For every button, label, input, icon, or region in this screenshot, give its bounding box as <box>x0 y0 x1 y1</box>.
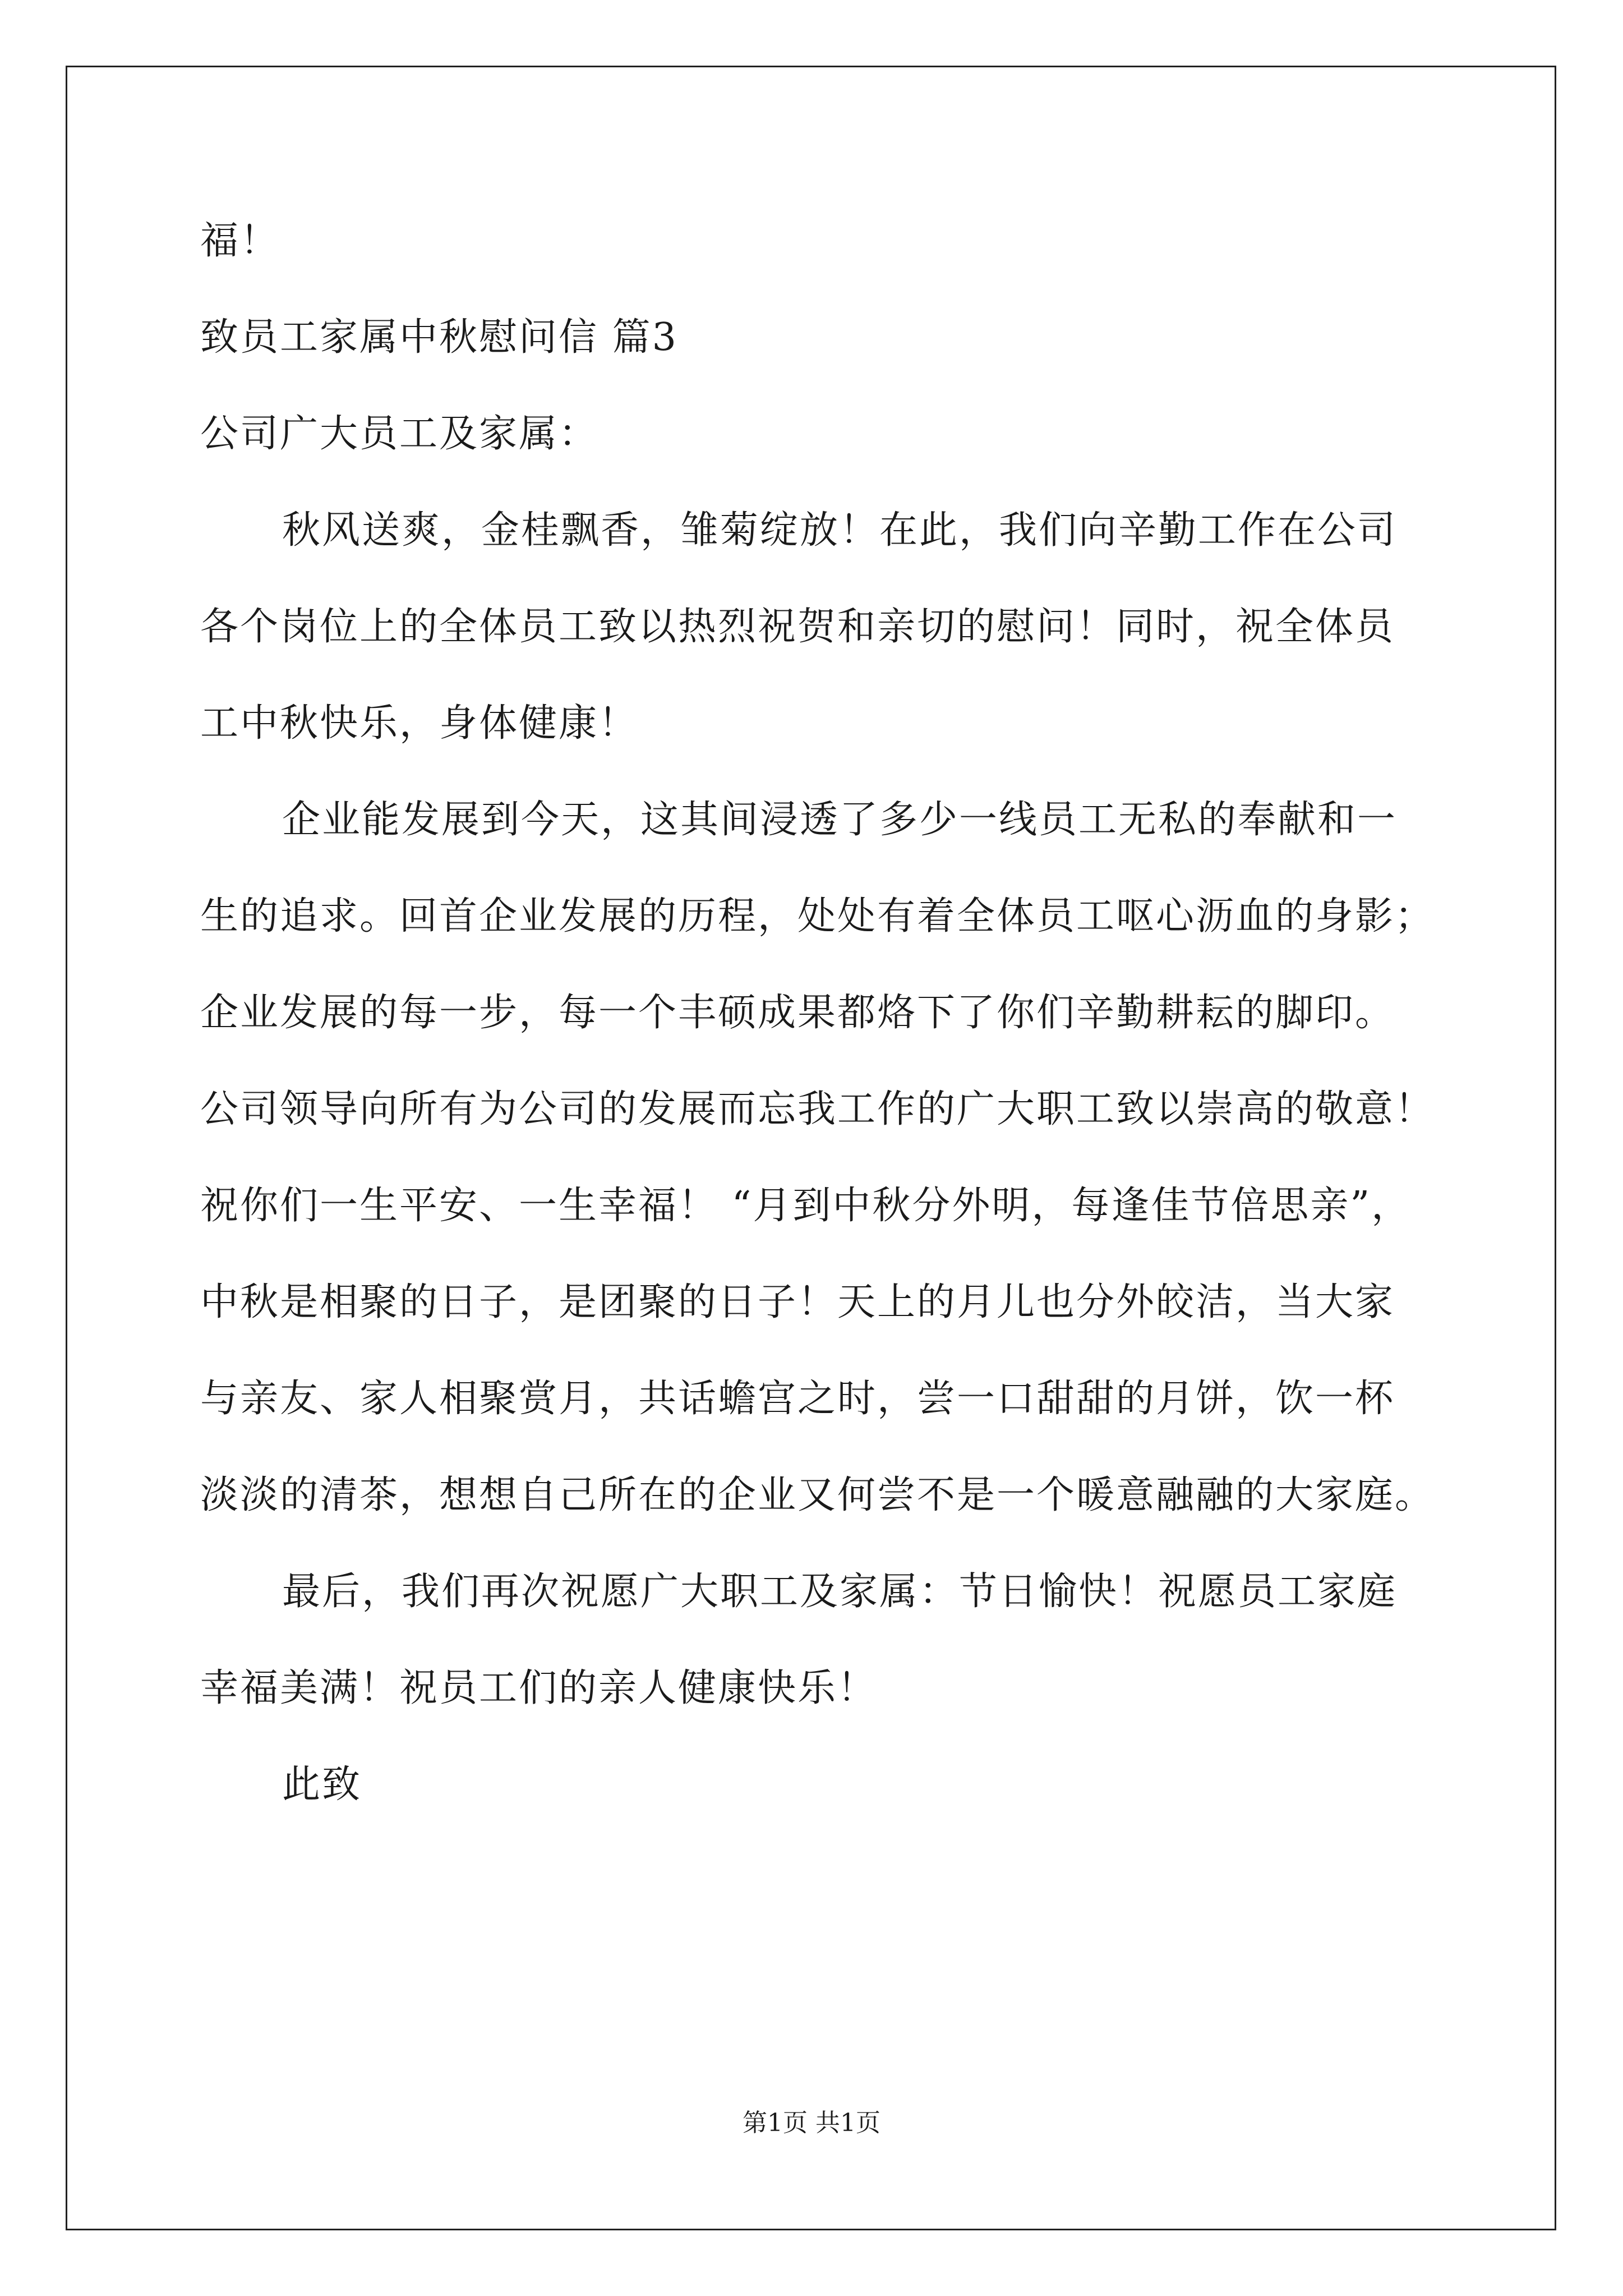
paragraph-2-line-2: 生的追求。回首企业发展的历程，处处有着全体员工呕心沥血的身影； <box>200 894 1435 938</box>
paragraph-2-line-6: 中秋是相聚的日子，是团聚的日子！天上的月儿也分外皎洁，当大家 <box>200 1280 1395 1324</box>
section-heading: 致员工家属中秋慰问信 篇3 <box>200 315 678 360</box>
paragraph-2-line-8: 淡淡的清茶，想想自己所在的企业又何尝不是一个暖意融融的大家庭。 <box>200 1473 1435 1517</box>
page-number-footer: 第1页 共1页 <box>743 2109 880 2137</box>
paragraph-3-line-2: 幸福美满！祝员工们的亲人健康快乐！ <box>200 1666 878 1710</box>
paragraph-2-line-7: 与亲友、家人相聚赏月，共话蟾宫之时，尝一口甜甜的月饼，饮一杯 <box>200 1377 1395 1421</box>
closing-line: 此致 <box>282 1763 362 1807</box>
paragraph-2-line-3: 企业发展的每一步，每一个丰硕成果都烙下了你们辛勤耕耘的脚印。 <box>200 991 1395 1035</box>
page-border <box>66 66 1556 2230</box>
paragraph-1-line-3: 工中秋快乐，身体健康！ <box>200 701 639 746</box>
paragraph-2-line-5: 祝你们一生平安、一生幸福！ “月到中秋分外明，每逢佳节倍思亲”， <box>200 1184 1412 1228</box>
paragraph-3-line-1: 最后，我们再次祝愿广大职工及家属：节日愉快！祝愿员工家庭 <box>282 1570 1398 1614</box>
text-line-1: 福！ <box>200 219 280 263</box>
paragraph-1-line-1: 秋风送爽，金桂飘香，雏菊绽放！在此，我们向辛勤工作在公司 <box>282 508 1398 553</box>
paragraph-2-line-1: 企业能发展到今天，这其间浸透了多少一线员工无私的奉献和一 <box>282 798 1398 842</box>
paragraph-1-line-2: 各个岗位上的全体员工致以热烈祝贺和亲切的慰问！同时，祝全体员 <box>200 605 1395 649</box>
salutation: 公司广大员工及家属： <box>200 412 599 456</box>
paragraph-2-line-4: 公司领导向所有为公司的发展而忘我工作的广大职工致以崇高的敬意！ <box>200 1087 1435 1131</box>
